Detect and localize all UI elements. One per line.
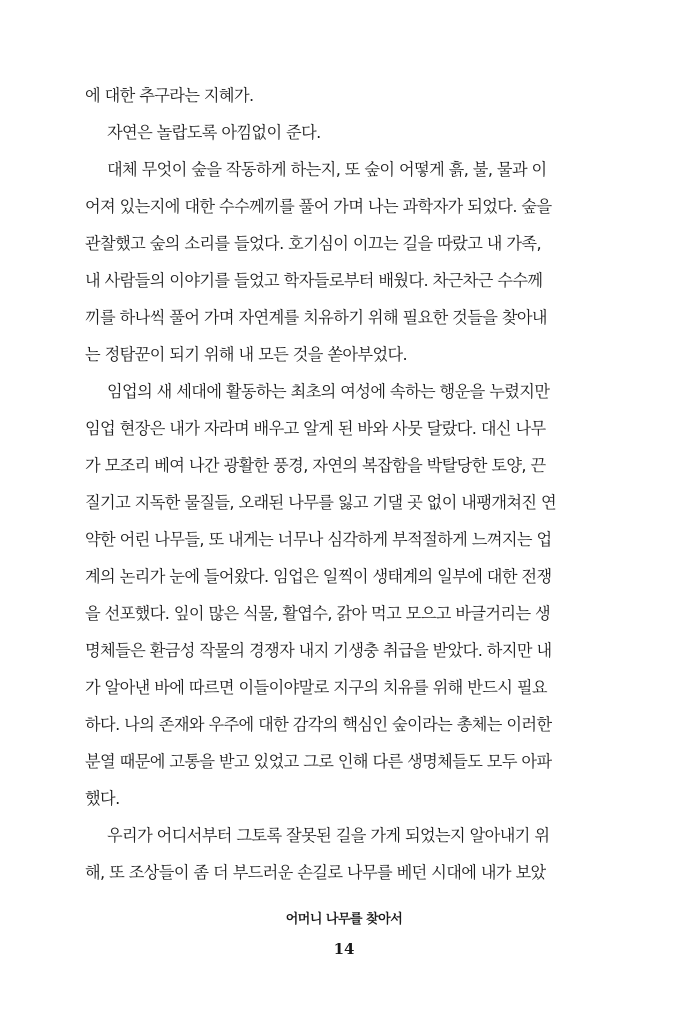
text-line-paragraph-start: 우리가 어디서부터 그토록 잘못된 길을 가게 되었는지 알아내기 위 (107, 826, 550, 845)
text-line: 가 모조리 베여 나간 광활한 풍경, 자연의 복잡함을 박탈당한 토양, 끈 (85, 456, 546, 475)
text-line: 임업 현장은 내가 자라며 배우고 알게 된 바와 사뭇 달랐다. 대신 나무 (85, 419, 546, 438)
text-line: 을 선포했다. 잎이 많은 식물, 활엽수, 갉아 먹고 모으고 바글거리는 생 (85, 604, 551, 623)
text-line: 해, 또 조상들이 좀 더 부드러운 손길로 나무를 베던 시대에 내가 보았 (85, 863, 546, 882)
text-line: 분열 때문에 고통을 받고 있었고 그로 인해 다른 생명체들도 모두 아파 (85, 752, 552, 771)
text-line: 끼를 하나씩 풀어 가며 자연계를 치유하기 위해 필요한 것들을 찾아내 (85, 308, 547, 327)
text-line: 하다. 나의 존재와 우주에 대한 감각의 핵심인 숲이라는 총체는 이러한 (85, 715, 552, 734)
text-line: 에 대한 추구라는 지혜가. (85, 86, 254, 105)
text-line: 계의 논리가 눈에 들어왔다. 임업은 일찍이 생태계의 일부에 대한 전쟁 (85, 567, 552, 586)
text-line: 명체들은 환금성 작물의 경쟁자 내지 기생충 취급을 받았다. 하지만 내 (85, 641, 552, 660)
text-line-paragraph-start: 대체 무엇이 숲을 작동하게 하는지, 또 숲이 어떻게 흙, 불, 물과 이 (107, 160, 547, 179)
text-line-paragraph-start: 임업의 새 세대에 활동하는 최초의 여성에 속하는 행운을 누렸지만 (107, 382, 550, 401)
text-line: 질기고 지독한 물질들, 오래된 나무를 잃고 기댈 곳 없이 내팽개쳐진 연 (85, 493, 557, 512)
page-number: 14 (333, 940, 355, 958)
text-line: 는 정탐꾼이 되기 위해 내 모든 것을 쏟아부었다. (85, 345, 408, 364)
text-line: 약한 어린 나무들, 또 내게는 너무나 심각하게 부적절하게 느껴지는 업 (85, 530, 552, 549)
page-body-text (85, 77, 557, 891)
text-line: 내 사람들의 이야기를 들었고 학자들로부터 배웠다. 차근차근 수수께 (85, 271, 543, 290)
text-line: 관찰했고 숲의 소리를 들었다. 호기심이 이끄는 길을 따랐고 내 가족, (85, 234, 542, 253)
text-line: 가 알아낸 바에 따르면 이들이야말로 지구의 치유를 위해 반드시 필요 (85, 678, 547, 697)
running-book-title: 어머니 나무를 찾아서 (285, 912, 403, 927)
text-line: 했다. (85, 789, 120, 808)
text-line-paragraph-start: 자연은 놀랍도록 아낌없이 준다. (107, 123, 321, 142)
text-line: 어져 있는지에 대한 수수께끼를 풀어 가며 나는 과학자가 되었다. 숲을 (85, 197, 552, 216)
